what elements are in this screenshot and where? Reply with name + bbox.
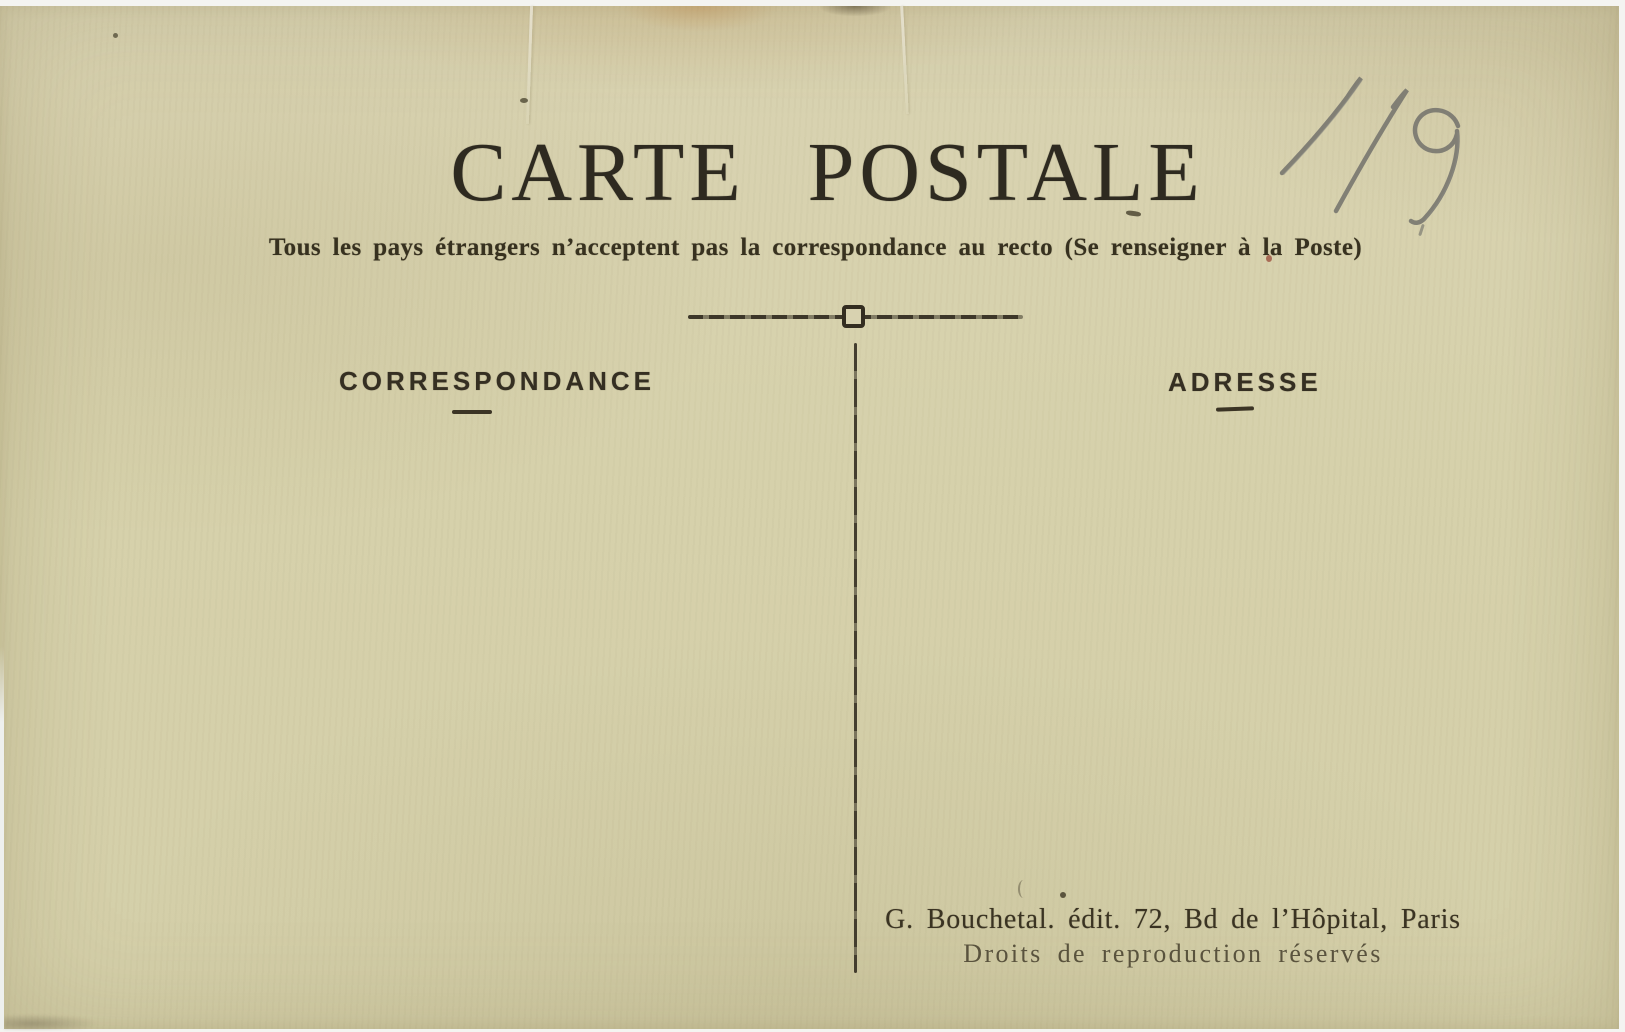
paper-smudge: [4, 1014, 99, 1030]
correspondence-underline: [452, 410, 492, 414]
scan-edge: [0, 646, 4, 1029]
handwritten-number: [1252, 58, 1502, 248]
divider-vertical-rule: [854, 343, 857, 973]
address-label: ADRESSE: [1168, 367, 1322, 397]
pencil-strokes-119: [1252, 58, 1502, 248]
paper-crease: [526, 6, 533, 124]
ink-smudge: [1018, 880, 1029, 898]
publisher-imprint: [873, 904, 1473, 969]
divider-square-ornament: [842, 305, 865, 328]
ink-speck: [1060, 892, 1066, 898]
publisher-rights-notice: Droits de reproduction réservés: [963, 939, 1383, 968]
ink-speck: [113, 33, 118, 38]
postal-notice: Tous les pays étrangers n’acceptent pas la correspondance au recto (Se renseigner à la Poste): [268, 234, 1363, 261]
address-underline: [1216, 406, 1254, 411]
correspondence-label: CORRESPONDANCE: [339, 366, 656, 396]
paper-stain: [620, 6, 780, 32]
paper-stain: [820, 6, 890, 16]
publisher-name-address: G. Bouchetal. édit. 72, Bd de l’Hôpital, Paris: [885, 904, 1461, 935]
postcard-title: CARTE POSTALE: [450, 126, 1205, 219]
paper-crease: [900, 6, 909, 114]
postcard-back: [0, 6, 1619, 1029]
ink-speck: [520, 98, 528, 103]
